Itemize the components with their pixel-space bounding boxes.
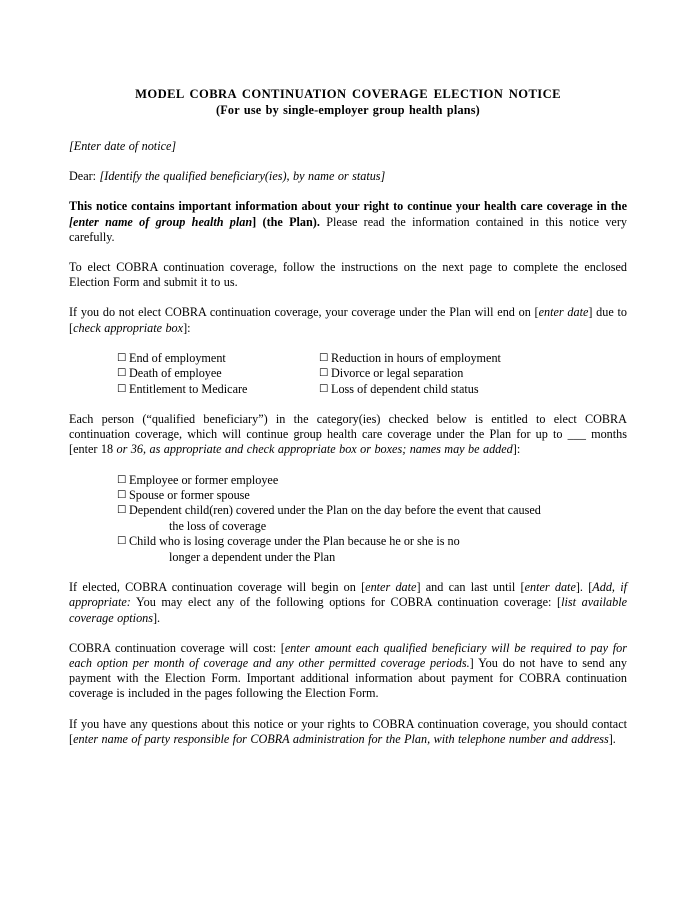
- questions-contact-placeholder: enter name of party responsible for COBRA administration for the Plan, with telephone number and address: [73, 731, 609, 746]
- if-elected-text-2: ] and can last until [: [416, 580, 525, 595]
- spacer: [69, 397, 627, 412]
- if-elected-text-1: If elected, COBRA continuation coverage will begin on [: [69, 580, 366, 595]
- date-placeholder-text: [Enter date of notice]: [69, 139, 177, 153]
- spacer: [69, 245, 627, 260]
- list-item[interactable]: [117, 473, 627, 488]
- intro-regular-part: Please read the information contained in this notice very carefully.: [69, 214, 627, 244]
- salutation-placeholder: [Identify the qualified beneficiary(ies), by name or status]: [99, 169, 386, 184]
- spacer: [69, 702, 627, 717]
- checkbox-icon[interactable]: ☐: [319, 382, 329, 395]
- spacer: [69, 458, 627, 473]
- each-person-text-2: months [: [69, 427, 627, 457]
- date-placeholder-line: [69, 139, 627, 154]
- intro-bold-part-1: This notice contains important information about your right to continue your health care coverage in the: [69, 199, 627, 214]
- intro-paragraph: [69, 199, 627, 245]
- checkbox-label: Child who is losing coverage under the Plan because he or she is no: [129, 534, 460, 549]
- salutation-label: Dear:: [69, 169, 97, 184]
- list-item[interactable]: [117, 503, 627, 534]
- table-row: [69, 366, 501, 381]
- spacer: [69, 184, 627, 199]
- checkbox-icon[interactable]: ☐: [117, 504, 127, 517]
- spacer: [69, 626, 627, 641]
- not-elect-text-3: ]:: [183, 320, 191, 335]
- cost-amount-placeholder: enter amount each qualified beneficiary will be required to pay for each option per month of coverage and any other permitted coverage periods.: [69, 640, 627, 670]
- checkbox-icon[interactable]: ☐: [117, 382, 127, 395]
- checkbox-label: Dependent child(ren) covered under the Plan on the day before the event that caused: [129, 503, 541, 518]
- each-person-italic-instruction: or 36, as appropriate and check appropriate box or boxes; names may be added: [116, 442, 513, 457]
- checkbox-icon[interactable]: ☐: [319, 351, 329, 364]
- checkbox-label: Loss of dependent child status: [331, 381, 479, 396]
- questions-text-2: ].: [608, 731, 616, 746]
- spacer: [69, 290, 627, 305]
- checkbox-label: Death of employee: [129, 366, 222, 381]
- checkbox-icon[interactable]: ☐: [117, 489, 127, 502]
- cost-paragraph: [69, 641, 627, 702]
- intro-plan-name-placeholder: [enter name of group health plan: [69, 214, 253, 229]
- cost-text-1: COBRA continuation coverage will cost: [: [69, 640, 285, 655]
- spacer: [69, 336, 627, 351]
- checkbox-label-continuation: the loss of coverage: [169, 518, 267, 533]
- checkbox-label: Employee or former employee: [129, 472, 279, 487]
- months-blank: ___: [567, 427, 586, 442]
- elect-instructions-paragraph: To elect COBRA continuation coverage, follow the instructions on the next page to complete the enclosed Election Form and submit it to us.: [69, 260, 627, 290]
- salutation-line: [69, 169, 627, 184]
- checkbox-label: Divorce or legal separation: [331, 366, 464, 381]
- if-elected-end-date-placeholder: enter date: [524, 580, 576, 595]
- document-title: [69, 86, 627, 118]
- checkbox-item-loss-of-dependent-child-status[interactable]: [319, 382, 501, 397]
- if-elected-text-3: ]. [: [575, 580, 593, 595]
- list-item[interactable]: [117, 534, 627, 565]
- if-elected-paragraph: [69, 580, 627, 626]
- questions-text-1: If you have any questions about this notice or your rights to COBRA continuation coverage, you should contact [: [69, 716, 627, 746]
- checkbox-label: Reduction in hours of employment: [331, 350, 501, 365]
- checkbox-label: End of employment: [129, 350, 226, 365]
- checkbox-icon[interactable]: ☐: [117, 367, 127, 380]
- cost-text-2: ] You do not have to send any payment with the Election Form. Important additional information about payment for COBRA continuation coverage is included in the pages following the Election Form.: [69, 655, 628, 701]
- checkbox-label: Spouse or former spouse: [129, 488, 250, 503]
- not-elect-text-2: ] due to [: [69, 305, 627, 335]
- spacer: [69, 565, 627, 580]
- beneficiary-categories-list: [69, 473, 627, 565]
- title-line-1: MODEL COBRA CONTINUATION COVERAGE ELECTION NOTICE: [135, 87, 561, 101]
- each-person-text-1: Each person (“qualified beneficiary”) in the category(ies) checked below is entitled to elect COBRA continuation coverage, which will continue group health care coverage under the Plan for up to: [69, 412, 627, 442]
- checkbox-icon[interactable]: ☐: [319, 367, 329, 380]
- list-item[interactable]: [117, 488, 627, 503]
- questions-paragraph: [69, 717, 627, 747]
- if-elected-text-4: You may elect any of the following options for COBRA continuation coverage: [: [130, 595, 562, 610]
- each-person-text-3: ]:: [512, 442, 521, 457]
- table-row: [69, 382, 501, 397]
- if-elected-begin-date-placeholder: enter date: [365, 580, 417, 595]
- not-elect-date-placeholder: enter date: [538, 305, 589, 320]
- title-line-2: (For use by single-employer group health plans): [216, 103, 480, 117]
- not-elect-checkbox-placeholder: check appropriate box: [73, 320, 184, 335]
- if-elected-options-placeholder: list available coverage options: [69, 595, 628, 625]
- not-elect-text-1: If you do not elect COBRA continuation coverage, your coverage under the Plan will end on [: [69, 305, 539, 320]
- qualifying-events-checkbox-grid: [69, 351, 501, 397]
- checkbox-icon[interactable]: ☐: [117, 473, 127, 486]
- intro-bold-part-2: ] (the Plan).: [252, 214, 320, 229]
- checkbox-label-continuation: longer a dependent under the Plan: [169, 549, 336, 564]
- checkbox-item-reduction-in-hours[interactable]: [319, 351, 501, 366]
- not-elect-paragraph: [69, 305, 627, 335]
- checkbox-icon[interactable]: ☐: [117, 535, 127, 548]
- spacer: [69, 118, 627, 139]
- checkbox-label: Entitlement to Medicare: [129, 381, 248, 396]
- if-elected-text-5: ].: [153, 610, 161, 625]
- checkbox-item-entitlement-to-medicare[interactable]: [69, 382, 319, 397]
- checkbox-item-divorce-or-legal-separation[interactable]: [319, 366, 501, 381]
- table-row: [69, 351, 501, 366]
- each-person-enter-18: enter 18: [73, 442, 117, 457]
- checkbox-item-end-of-employment[interactable]: [69, 351, 319, 366]
- checkbox-icon[interactable]: ☐: [117, 351, 127, 364]
- each-person-paragraph: [69, 412, 627, 458]
- if-elected-add-if-appropriate: Add, if appropriate:: [69, 580, 627, 610]
- spacer: [69, 154, 627, 169]
- checkbox-item-death-of-employee[interactable]: [69, 366, 319, 381]
- document-body: [69, 86, 627, 747]
